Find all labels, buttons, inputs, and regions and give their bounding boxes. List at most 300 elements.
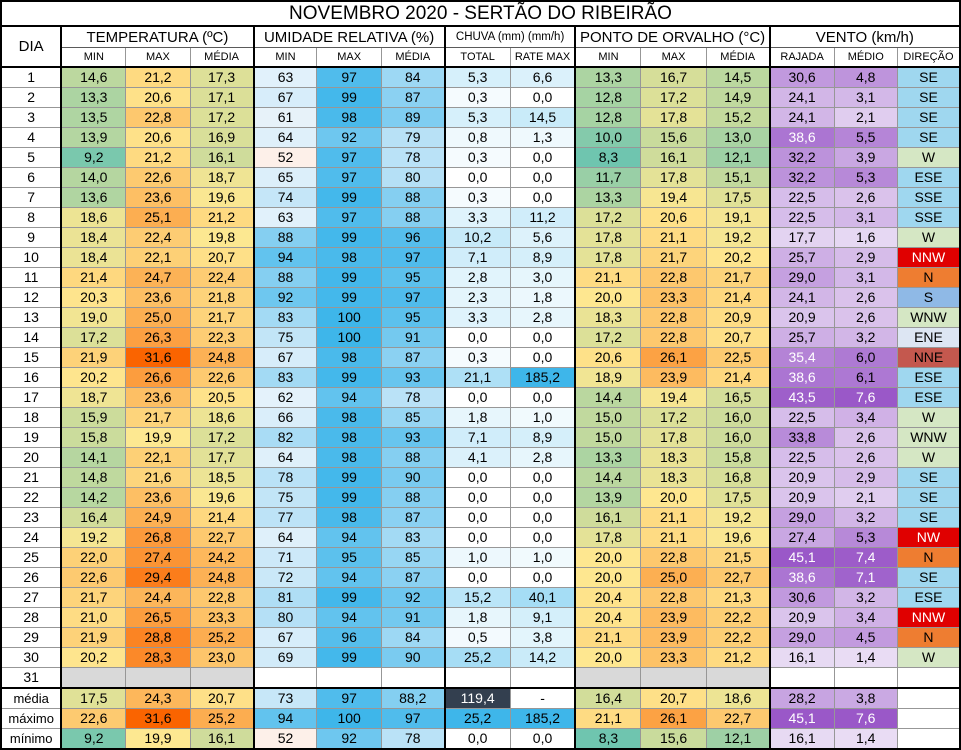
orvalho-media-cell[interactable]: 20,9 bbox=[706, 308, 769, 328]
umid-min-cell[interactable]: 72 bbox=[254, 568, 317, 588]
vento-direcao-cell[interactable]: ENE bbox=[897, 328, 960, 348]
vento-medio-cell[interactable]: 7,6 bbox=[834, 709, 897, 729]
orvalho-max-cell[interactable]: 15,6 bbox=[641, 128, 706, 148]
chuva-rate-max-cell[interactable]: 1,3 bbox=[510, 128, 575, 148]
umid-media-cell[interactable]: 79 bbox=[381, 128, 444, 148]
temp-max-cell[interactable]: 26,3 bbox=[126, 328, 190, 348]
chuva-rate-max-cell[interactable] bbox=[510, 668, 575, 689]
umid-max-cell[interactable]: 97 bbox=[317, 688, 381, 709]
temp-media-cell[interactable]: 20,7 bbox=[190, 688, 253, 709]
umid-max-cell[interactable]: 99 bbox=[317, 268, 381, 288]
umid-media-cell[interactable]: 85 bbox=[381, 548, 444, 568]
column-header-orvalho-media[interactable]: MÉDIA bbox=[706, 48, 769, 68]
vento-medio-cell[interactable]: 2,1 bbox=[834, 488, 897, 508]
dia-cell[interactable]: 14 bbox=[1, 328, 61, 348]
orvalho-media-cell[interactable]: 19,1 bbox=[706, 208, 769, 228]
umid-media-cell[interactable]: 85 bbox=[381, 408, 444, 428]
chuva-rate-max-cell[interactable]: 8,9 bbox=[510, 428, 575, 448]
dia-cell[interactable]: 1 bbox=[1, 67, 61, 88]
vento-rajada-cell[interactable]: 28,2 bbox=[770, 688, 834, 709]
umid-min-cell[interactable]: 73 bbox=[254, 688, 317, 709]
umid-min-cell[interactable]: 80 bbox=[254, 608, 317, 628]
temp-media-cell[interactable]: 19,6 bbox=[190, 488, 253, 508]
vento-rajada-cell[interactable]: 16,1 bbox=[770, 648, 834, 668]
temp-media-cell[interactable] bbox=[190, 668, 253, 689]
umid-max-cell[interactable]: 100 bbox=[317, 308, 381, 328]
orvalho-media-cell[interactable]: 12,1 bbox=[706, 148, 769, 168]
temp-media-cell[interactable]: 17,3 bbox=[190, 67, 253, 88]
orvalho-max-cell[interactable]: 22,8 bbox=[641, 548, 706, 568]
umid-media-cell[interactable]: 80 bbox=[381, 168, 444, 188]
vento-rajada-cell[interactable]: 22,5 bbox=[770, 408, 834, 428]
chuva-rate-max-cell[interactable]: 185,2 bbox=[510, 368, 575, 388]
chuva-total-cell[interactable]: 5,3 bbox=[445, 67, 510, 88]
umid-media-cell[interactable]: 96 bbox=[381, 228, 444, 248]
umid-max-cell[interactable]: 99 bbox=[317, 648, 381, 668]
orvalho-max-cell[interactable]: 17,8 bbox=[641, 428, 706, 448]
umid-media-cell[interactable]: 87 bbox=[381, 88, 444, 108]
orvalho-max-cell[interactable]: 17,8 bbox=[641, 108, 706, 128]
dia-cell[interactable]: 20 bbox=[1, 448, 61, 468]
umid-min-cell[interactable]: 67 bbox=[254, 88, 317, 108]
temp-max-cell[interactable]: 20,6 bbox=[126, 88, 190, 108]
umid-media-cell[interactable]: 93 bbox=[381, 368, 444, 388]
temp-max-cell[interactable]: 22,8 bbox=[126, 108, 190, 128]
chuva-total-cell[interactable]: 10,2 bbox=[445, 228, 510, 248]
column-header-vento-rajada[interactable]: RAJADA bbox=[770, 48, 834, 68]
dia-cell[interactable]: 16 bbox=[1, 368, 61, 388]
umid-media-cell[interactable]: 88,2 bbox=[381, 688, 444, 709]
umid-min-cell[interactable]: 64 bbox=[254, 448, 317, 468]
orvalho-min-cell[interactable]: 13,9 bbox=[575, 488, 640, 508]
temp-media-cell[interactable]: 17,2 bbox=[190, 108, 253, 128]
temp-min-cell[interactable]: 14,2 bbox=[61, 488, 125, 508]
vento-direcao-cell[interactable]: NW bbox=[897, 528, 960, 548]
umid-max-cell[interactable]: 94 bbox=[317, 568, 381, 588]
dia-cell[interactable]: 22 bbox=[1, 488, 61, 508]
orvalho-min-cell[interactable]: 10,0 bbox=[575, 128, 640, 148]
column-header-vento-medio[interactable]: MÉDIO bbox=[834, 48, 897, 68]
temp-min-cell[interactable]: 18,6 bbox=[61, 208, 125, 228]
orvalho-max-cell[interactable]: 21,7 bbox=[641, 248, 706, 268]
temp-min-cell[interactable]: 13,5 bbox=[61, 108, 125, 128]
temp-max-cell[interactable]: 23,6 bbox=[126, 488, 190, 508]
temp-min-cell[interactable]: 16,4 bbox=[61, 508, 125, 528]
umid-min-cell[interactable]: 82 bbox=[254, 428, 317, 448]
orvalho-max-cell[interactable]: 17,2 bbox=[641, 88, 706, 108]
temp-min-cell[interactable]: 22,6 bbox=[61, 709, 125, 729]
vento-medio-cell[interactable]: 5,3 bbox=[834, 528, 897, 548]
chuva-rate-max-cell[interactable]: 0,0 bbox=[510, 88, 575, 108]
vento-medio-cell[interactable]: 5,3 bbox=[834, 168, 897, 188]
umid-min-cell[interactable]: 64 bbox=[254, 128, 317, 148]
chuva-total-cell[interactable]: 1,8 bbox=[445, 608, 510, 628]
orvalho-min-cell[interactable]: 18,3 bbox=[575, 308, 640, 328]
chuva-total-cell[interactable]: 0,3 bbox=[445, 148, 510, 168]
chuva-total-cell[interactable]: 1,0 bbox=[445, 548, 510, 568]
orvalho-min-cell[interactable]: 20,0 bbox=[575, 548, 640, 568]
umid-min-cell[interactable]: 61 bbox=[254, 108, 317, 128]
chuva-rate-max-cell[interactable]: 0,0 bbox=[510, 568, 575, 588]
vento-medio-cell[interactable]: 5,5 bbox=[834, 128, 897, 148]
orvalho-min-cell[interactable]: 8,3 bbox=[575, 148, 640, 168]
temp-min-cell[interactable]: 21,0 bbox=[61, 608, 125, 628]
umid-media-cell[interactable]: 90 bbox=[381, 648, 444, 668]
column-header-temp-media[interactable]: MÉDIA bbox=[190, 48, 253, 68]
dia-cell[interactable]: 2 bbox=[1, 88, 61, 108]
temp-media-cell[interactable]: 21,2 bbox=[190, 208, 253, 228]
temp-min-cell[interactable]: 22,0 bbox=[61, 548, 125, 568]
vento-rajada-cell[interactable]: 20,9 bbox=[770, 488, 834, 508]
vento-direcao-cell[interactable]: ESE bbox=[897, 588, 960, 608]
dia-cell[interactable]: 5 bbox=[1, 148, 61, 168]
column-group-temperatura[interactable]: TEMPERATURA (ºC) bbox=[61, 26, 253, 48]
umid-max-cell[interactable]: 98 bbox=[317, 508, 381, 528]
temp-media-cell[interactable]: 21,4 bbox=[190, 508, 253, 528]
chuva-rate-max-cell[interactable]: 185,2 bbox=[510, 709, 575, 729]
orvalho-max-cell[interactable]: 16,7 bbox=[641, 67, 706, 88]
vento-direcao-cell[interactable] bbox=[897, 709, 960, 729]
orvalho-media-cell[interactable]: 21,7 bbox=[706, 268, 769, 288]
dia-cell[interactable]: 10 bbox=[1, 248, 61, 268]
dia-cell[interactable]: 30 bbox=[1, 648, 61, 668]
umid-min-cell[interactable]: 77 bbox=[254, 508, 317, 528]
chuva-rate-max-cell[interactable]: 0,0 bbox=[510, 148, 575, 168]
orvalho-media-cell[interactable]: 19,2 bbox=[706, 508, 769, 528]
vento-rajada-cell[interactable]: 20,9 bbox=[770, 308, 834, 328]
temp-max-cell[interactable]: 26,5 bbox=[126, 608, 190, 628]
chuva-total-cell[interactable]: 25,2 bbox=[445, 648, 510, 668]
chuva-total-cell[interactable]: 15,2 bbox=[445, 588, 510, 608]
orvalho-min-cell[interactable]: 17,2 bbox=[575, 328, 640, 348]
umid-min-cell[interactable]: 52 bbox=[254, 729, 317, 750]
orvalho-media-cell[interactable]: 21,2 bbox=[706, 648, 769, 668]
vento-direcao-cell[interactable]: W bbox=[897, 228, 960, 248]
orvalho-max-cell[interactable]: 20,7 bbox=[641, 688, 706, 709]
temp-min-cell[interactable] bbox=[61, 668, 125, 689]
orvalho-media-cell[interactable]: 14,5 bbox=[706, 67, 769, 88]
vento-rajada-cell[interactable]: 29,0 bbox=[770, 268, 834, 288]
dia-cell[interactable]: 6 bbox=[1, 168, 61, 188]
orvalho-max-cell[interactable]: 19,4 bbox=[641, 188, 706, 208]
vento-medio-cell[interactable]: 3,4 bbox=[834, 608, 897, 628]
umid-max-cell[interactable]: 92 bbox=[317, 729, 381, 750]
chuva-total-cell[interactable]: 2,3 bbox=[445, 288, 510, 308]
temp-media-cell[interactable]: 16,1 bbox=[190, 148, 253, 168]
vento-medio-cell[interactable]: 2,6 bbox=[834, 428, 897, 448]
temp-min-cell[interactable]: 13,9 bbox=[61, 128, 125, 148]
temp-media-cell[interactable]: 22,8 bbox=[190, 588, 253, 608]
vento-rajada-cell[interactable]: 38,6 bbox=[770, 568, 834, 588]
umid-min-cell[interactable]: 69 bbox=[254, 648, 317, 668]
temp-media-cell[interactable]: 22,3 bbox=[190, 328, 253, 348]
orvalho-min-cell[interactable]: 20,0 bbox=[575, 288, 640, 308]
dia-cell[interactable]: 23 bbox=[1, 508, 61, 528]
vento-rajada-cell[interactable]: 22,5 bbox=[770, 208, 834, 228]
vento-medio-cell[interactable] bbox=[834, 668, 897, 689]
temp-media-cell[interactable]: 17,1 bbox=[190, 88, 253, 108]
temp-max-cell[interactable]: 20,6 bbox=[126, 128, 190, 148]
orvalho-max-cell[interactable]: 23,3 bbox=[641, 288, 706, 308]
orvalho-max-cell[interactable] bbox=[641, 668, 706, 689]
chuva-rate-max-cell[interactable]: 14,5 bbox=[510, 108, 575, 128]
temp-max-cell[interactable]: 25,1 bbox=[126, 208, 190, 228]
vento-medio-cell[interactable]: 2,6 bbox=[834, 188, 897, 208]
umid-min-cell[interactable]: 63 bbox=[254, 208, 317, 228]
orvalho-media-cell[interactable]: 21,4 bbox=[706, 368, 769, 388]
vento-rajada-cell[interactable]: 35,4 bbox=[770, 348, 834, 368]
vento-direcao-cell[interactable] bbox=[897, 668, 960, 689]
chuva-rate-max-cell[interactable]: 0,0 bbox=[510, 468, 575, 488]
chuva-total-cell[interactable]: 0,0 bbox=[445, 388, 510, 408]
vento-medio-cell[interactable]: 1,4 bbox=[834, 648, 897, 668]
umid-media-cell[interactable]: 88 bbox=[381, 448, 444, 468]
orvalho-min-cell[interactable]: 8,3 bbox=[575, 729, 640, 750]
temp-max-cell[interactable]: 21,2 bbox=[126, 67, 190, 88]
vento-direcao-cell[interactable]: SSE bbox=[897, 188, 960, 208]
umid-max-cell[interactable]: 100 bbox=[317, 328, 381, 348]
chuva-rate-max-cell[interactable]: 1,0 bbox=[510, 548, 575, 568]
orvalho-min-cell[interactable]: 20,6 bbox=[575, 348, 640, 368]
temp-media-cell[interactable]: 19,6 bbox=[190, 188, 253, 208]
orvalho-max-cell[interactable]: 21,1 bbox=[641, 508, 706, 528]
orvalho-media-cell[interactable]: 22,2 bbox=[706, 608, 769, 628]
vento-medio-cell[interactable]: 4,5 bbox=[834, 628, 897, 648]
vento-direcao-cell[interactable] bbox=[897, 729, 960, 750]
vento-direcao-cell[interactable]: WNW bbox=[897, 428, 960, 448]
umid-media-cell[interactable]: 91 bbox=[381, 328, 444, 348]
temp-media-cell[interactable]: 19,8 bbox=[190, 228, 253, 248]
column-header-dia[interactable]: DIA bbox=[1, 26, 61, 67]
dia-cell[interactable]: 15 bbox=[1, 348, 61, 368]
summary-label-cell[interactable]: média bbox=[1, 688, 61, 709]
orvalho-min-cell[interactable]: 13,3 bbox=[575, 188, 640, 208]
vento-medio-cell[interactable]: 2,6 bbox=[834, 288, 897, 308]
vento-rajada-cell[interactable]: 29,0 bbox=[770, 508, 834, 528]
umid-max-cell[interactable]: 99 bbox=[317, 468, 381, 488]
summary-label-cell[interactable]: mínimo bbox=[1, 729, 61, 750]
umid-media-cell[interactable]: 87 bbox=[381, 568, 444, 588]
umid-media-cell[interactable]: 92 bbox=[381, 588, 444, 608]
temp-media-cell[interactable]: 24,8 bbox=[190, 348, 253, 368]
orvalho-min-cell[interactable]: 21,1 bbox=[575, 268, 640, 288]
umid-max-cell[interactable] bbox=[317, 668, 381, 689]
summary-label-cell[interactable]: máximo bbox=[1, 709, 61, 729]
vento-medio-cell[interactable]: 3,1 bbox=[834, 88, 897, 108]
umid-media-cell[interactable]: 93 bbox=[381, 428, 444, 448]
chuva-total-cell[interactable]: 21,1 bbox=[445, 368, 510, 388]
umid-min-cell[interactable]: 81 bbox=[254, 588, 317, 608]
temp-min-cell[interactable]: 14,6 bbox=[61, 67, 125, 88]
umid-max-cell[interactable]: 99 bbox=[317, 228, 381, 248]
dia-cell[interactable]: 25 bbox=[1, 548, 61, 568]
orvalho-max-cell[interactable]: 23,3 bbox=[641, 648, 706, 668]
chuva-total-cell[interactable]: 4,1 bbox=[445, 448, 510, 468]
orvalho-media-cell[interactable]: 22,5 bbox=[706, 348, 769, 368]
chuva-rate-max-cell[interactable]: 0,0 bbox=[510, 348, 575, 368]
orvalho-media-cell[interactable]: 15,1 bbox=[706, 168, 769, 188]
column-header-umid-max[interactable]: MAX bbox=[317, 48, 381, 68]
vento-rajada-cell[interactable]: 32,2 bbox=[770, 148, 834, 168]
vento-direcao-cell[interactable]: N bbox=[897, 268, 960, 288]
umid-media-cell[interactable]: 87 bbox=[381, 508, 444, 528]
vento-direcao-cell[interactable]: NNE bbox=[897, 348, 960, 368]
vento-rajada-cell[interactable]: 16,1 bbox=[770, 729, 834, 750]
umid-media-cell[interactable]: 97 bbox=[381, 248, 444, 268]
orvalho-min-cell[interactable]: 15,0 bbox=[575, 408, 640, 428]
vento-rajada-cell[interactable]: 45,1 bbox=[770, 548, 834, 568]
umid-max-cell[interactable]: 99 bbox=[317, 188, 381, 208]
dia-cell[interactable]: 12 bbox=[1, 288, 61, 308]
umid-max-cell[interactable]: 98 bbox=[317, 428, 381, 448]
umid-max-cell[interactable]: 92 bbox=[317, 128, 381, 148]
umid-min-cell[interactable]: 63 bbox=[254, 67, 317, 88]
umid-max-cell[interactable]: 99 bbox=[317, 88, 381, 108]
umid-media-cell[interactable]: 83 bbox=[381, 528, 444, 548]
vento-direcao-cell[interactable]: S bbox=[897, 288, 960, 308]
vento-rajada-cell[interactable]: 30,6 bbox=[770, 588, 834, 608]
temp-max-cell[interactable]: 24,9 bbox=[126, 508, 190, 528]
dia-cell[interactable]: 4 bbox=[1, 128, 61, 148]
temp-max-cell[interactable]: 31,6 bbox=[126, 709, 190, 729]
temp-min-cell[interactable]: 18,4 bbox=[61, 228, 125, 248]
orvalho-min-cell[interactable]: 17,8 bbox=[575, 528, 640, 548]
temp-media-cell[interactable]: 18,7 bbox=[190, 168, 253, 188]
vento-medio-cell[interactable]: 6,1 bbox=[834, 368, 897, 388]
vento-medio-cell[interactable]: 6,0 bbox=[834, 348, 897, 368]
umid-max-cell[interactable]: 99 bbox=[317, 368, 381, 388]
umid-min-cell[interactable]: 88 bbox=[254, 268, 317, 288]
umid-max-cell[interactable]: 98 bbox=[317, 108, 381, 128]
orvalho-media-cell[interactable]: 21,4 bbox=[706, 288, 769, 308]
umid-min-cell[interactable]: 88 bbox=[254, 228, 317, 248]
temp-min-cell[interactable]: 21,9 bbox=[61, 628, 125, 648]
vento-direcao-cell[interactable]: SE bbox=[897, 67, 960, 88]
temp-max-cell[interactable]: 27,4 bbox=[126, 548, 190, 568]
orvalho-max-cell[interactable]: 22,8 bbox=[641, 268, 706, 288]
vento-medio-cell[interactable]: 3,9 bbox=[834, 148, 897, 168]
dia-cell[interactable]: 3 bbox=[1, 108, 61, 128]
umid-max-cell[interactable]: 94 bbox=[317, 528, 381, 548]
umid-min-cell[interactable]: 75 bbox=[254, 328, 317, 348]
orvalho-min-cell[interactable]: 17,2 bbox=[575, 208, 640, 228]
temp-max-cell[interactable]: 21,2 bbox=[126, 148, 190, 168]
vento-medio-cell[interactable]: 7,1 bbox=[834, 568, 897, 588]
chuva-rate-max-cell[interactable]: 40,1 bbox=[510, 588, 575, 608]
chuva-rate-max-cell[interactable]: 0,0 bbox=[510, 328, 575, 348]
chuva-total-cell[interactable]: 0,0 bbox=[445, 508, 510, 528]
umid-max-cell[interactable]: 97 bbox=[317, 168, 381, 188]
chuva-total-cell[interactable]: 0,0 bbox=[445, 528, 510, 548]
vento-rajada-cell[interactable]: 24,1 bbox=[770, 88, 834, 108]
umid-max-cell[interactable]: 97 bbox=[317, 148, 381, 168]
dia-cell[interactable]: 8 bbox=[1, 208, 61, 228]
temp-max-cell[interactable]: 24,3 bbox=[126, 688, 190, 709]
umid-media-cell[interactable]: 90 bbox=[381, 468, 444, 488]
temp-media-cell[interactable]: 25,2 bbox=[190, 628, 253, 648]
chuva-total-cell[interactable]: 0,3 bbox=[445, 88, 510, 108]
chuva-rate-max-cell[interactable]: 9,1 bbox=[510, 608, 575, 628]
chuva-rate-max-cell[interactable]: 3,8 bbox=[510, 628, 575, 648]
dia-cell[interactable]: 27 bbox=[1, 588, 61, 608]
umid-media-cell[interactable]: 78 bbox=[381, 148, 444, 168]
vento-medio-cell[interactable]: 1,6 bbox=[834, 228, 897, 248]
temp-min-cell[interactable]: 15,8 bbox=[61, 428, 125, 448]
vento-direcao-cell[interactable]: SE bbox=[897, 568, 960, 588]
chuva-rate-max-cell[interactable]: 0,0 bbox=[510, 528, 575, 548]
temp-min-cell[interactable]: 20,3 bbox=[61, 288, 125, 308]
column-header-chuva-total[interactable]: TOTAL bbox=[445, 48, 510, 68]
temp-media-cell[interactable]: 20,7 bbox=[190, 248, 253, 268]
vento-direcao-cell[interactable]: W bbox=[897, 648, 960, 668]
orvalho-media-cell[interactable]: 21,3 bbox=[706, 588, 769, 608]
orvalho-media-cell[interactable]: 16,0 bbox=[706, 408, 769, 428]
orvalho-max-cell[interactable]: 19,4 bbox=[641, 388, 706, 408]
temp-max-cell[interactable]: 26,8 bbox=[126, 528, 190, 548]
vento-medio-cell[interactable]: 7,6 bbox=[834, 388, 897, 408]
orvalho-min-cell[interactable]: 20,4 bbox=[575, 608, 640, 628]
dia-cell[interactable]: 13 bbox=[1, 308, 61, 328]
temp-min-cell[interactable]: 17,5 bbox=[61, 688, 125, 709]
chuva-rate-max-cell[interactable]: 0,0 bbox=[510, 729, 575, 750]
dia-cell[interactable]: 11 bbox=[1, 268, 61, 288]
column-header-chuva-rate-max[interactable]: RATE MAX bbox=[510, 48, 575, 68]
temp-max-cell[interactable]: 31,6 bbox=[126, 348, 190, 368]
orvalho-min-cell[interactable]: 15,0 bbox=[575, 428, 640, 448]
umid-max-cell[interactable]: 98 bbox=[317, 348, 381, 368]
chuva-rate-max-cell[interactable]: 0,0 bbox=[510, 488, 575, 508]
vento-direcao-cell[interactable]: WNW bbox=[897, 308, 960, 328]
vento-rajada-cell[interactable]: 17,7 bbox=[770, 228, 834, 248]
orvalho-media-cell[interactable]: 16,8 bbox=[706, 468, 769, 488]
column-header-orvalho-min[interactable]: MIN bbox=[575, 48, 640, 68]
dia-cell[interactable]: 7 bbox=[1, 188, 61, 208]
chuva-rate-max-cell[interactable]: 0,0 bbox=[510, 168, 575, 188]
umid-min-cell[interactable] bbox=[254, 668, 317, 689]
vento-direcao-cell[interactable]: SE bbox=[897, 108, 960, 128]
chuva-total-cell[interactable] bbox=[445, 668, 510, 689]
orvalho-media-cell[interactable]: 15,2 bbox=[706, 108, 769, 128]
vento-rajada-cell[interactable]: 20,9 bbox=[770, 608, 834, 628]
chuva-total-cell[interactable]: 0,8 bbox=[445, 128, 510, 148]
umid-media-cell[interactable]: 91 bbox=[381, 608, 444, 628]
orvalho-media-cell[interactable] bbox=[706, 668, 769, 689]
vento-medio-cell[interactable]: 3,2 bbox=[834, 508, 897, 528]
umid-max-cell[interactable]: 96 bbox=[317, 628, 381, 648]
temp-min-cell[interactable]: 18,4 bbox=[61, 248, 125, 268]
temp-max-cell[interactable]: 25,0 bbox=[126, 308, 190, 328]
temp-max-cell[interactable]: 28,8 bbox=[126, 628, 190, 648]
temp-media-cell[interactable]: 17,7 bbox=[190, 448, 253, 468]
orvalho-min-cell[interactable]: 18,9 bbox=[575, 368, 640, 388]
vento-rajada-cell[interactable]: 24,1 bbox=[770, 288, 834, 308]
vento-rajada-cell[interactable]: 29,0 bbox=[770, 628, 834, 648]
umid-media-cell[interactable]: 84 bbox=[381, 628, 444, 648]
orvalho-max-cell[interactable]: 22,8 bbox=[641, 328, 706, 348]
orvalho-max-cell[interactable]: 15,6 bbox=[641, 729, 706, 750]
column-group-orvalho[interactable]: PONTO DE ORVALHO (°C) bbox=[575, 26, 769, 48]
vento-medio-cell[interactable]: 3,8 bbox=[834, 688, 897, 709]
umid-min-cell[interactable]: 74 bbox=[254, 188, 317, 208]
vento-rajada-cell[interactable]: 24,1 bbox=[770, 108, 834, 128]
chuva-rate-max-cell[interactable]: 0,0 bbox=[510, 388, 575, 408]
vento-rajada-cell[interactable]: 38,6 bbox=[770, 368, 834, 388]
orvalho-media-cell[interactable]: 12,1 bbox=[706, 729, 769, 750]
temp-max-cell[interactable]: 19,9 bbox=[126, 428, 190, 448]
column-header-temp-max[interactable]: MAX bbox=[126, 48, 190, 68]
temp-max-cell[interactable]: 28,3 bbox=[126, 648, 190, 668]
column-header-umid-media[interactable]: MÉDIA bbox=[381, 48, 444, 68]
